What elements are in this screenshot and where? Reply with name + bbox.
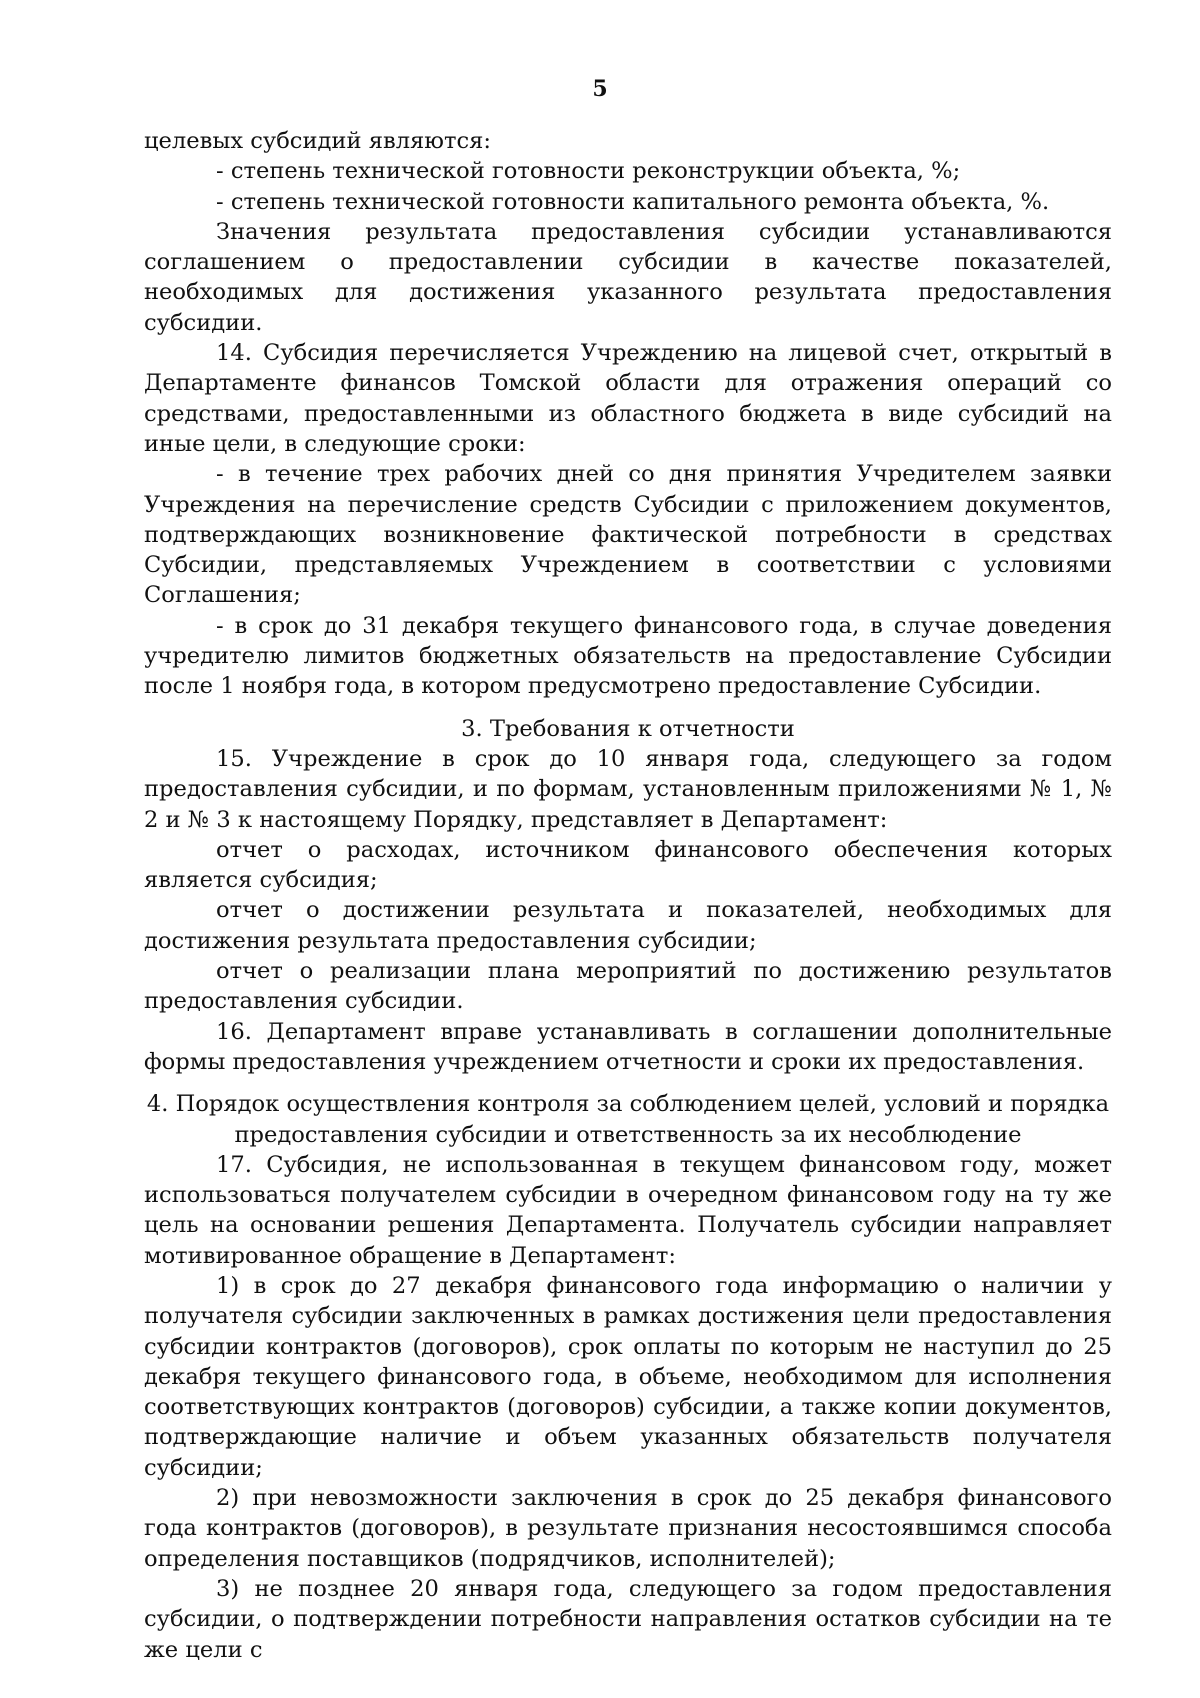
paragraph: - в течение трех рабочих дней со дня принятия Учредителем заявки Учреждения на перечисление средств Субсидии с приложением документов, подтверждающих возникновение фактической потребности в средствах Субсидии, представляемых Учреждением в соответствии с условиями Соглашения; (144, 461, 1112, 609)
document-body (144, 126, 1112, 1665)
page-number: 5 (592, 76, 608, 102)
section-heading-line2: предоставления субсидии и ответственность за их несоблюдение (234, 1121, 1022, 1148)
paragraph: Значения результата предоставления субсидии устанавливаются соглашением о предоставлении субсидии в качестве показателей, необходимых для достижения указанного результата предоставления субсидии. (144, 218, 1112, 336)
section-heading: 3. Требования к отчетности (461, 715, 795, 742)
paragraph: 3) не позднее 20 января года, следующего за годом предоставления субсидии, о подтверждении потребности направления остатков субсидии на те же цели с (144, 1575, 1112, 1663)
paragraph: - степень технической готовности реконструкции объекта, %; (216, 158, 961, 185)
paragraph: 2) при невозможности заключения в срок до 25 декабря финансового года контрактов (договоров), в результате признания несостоявшимся способа определения поставщиков (подрядчиков, исполнителей); (144, 1485, 1112, 1572)
paragraph: 16. Департамент вправе устанавливать в соглашении дополнительные формы предоставления учреждением отчетности и сроки их предоставления. (144, 1018, 1112, 1075)
paragraph: - степень технической готовности капитального ремонта объекта, %. (216, 188, 1050, 215)
paragraph: отчет о достижении результата и показателей, необходимых для достижения результата предоставления субсидии; (144, 897, 1112, 954)
paragraph: 1) в срок до 27 декабря финансового года информацию о наличии у получателя субсидии заключенных в рамках достижения цели предоставления субсидии контрактов (договоров), срок оплаты по которым не наступил до 25 декабря текущего финансового года, в объеме, необходимом для исполнения соответствующих контрактов (договоров) субсидии, а также копии документов, подтверждающие наличие и объем указанных обязательств получателя субсидии; (144, 1272, 1112, 1481)
paragraph: отчет о реализации плана мероприятий по достижению результатов предоставления субсидии. (144, 958, 1112, 1015)
section-heading: 4. Порядок осуществления контроля за соблюдением целей, условий и порядка (146, 1091, 1110, 1118)
paragraph: целевых субсидий являются: (144, 128, 491, 154)
paragraph: 17. Субсидия, не использованная в текущем финансовом году, может использоваться получателем субсидии в очередном финансовом году на ту же цель на основании решения Департамента. Получатель субсидии направляет мотивированное обращение в Департамент: (144, 1151, 1112, 1269)
paragraph: 14. Субсидия перечисляется Учреждению на лицевой счет, открытый в Департаменте финансов Томской области для отражения операций со средствами, предоставленными из областного бюджета в виде субсидий на иные цели, в следующие сроки: (144, 340, 1112, 457)
paragraph: отчет о расходах, источником финансового обеспечения которых является субсидия; (144, 836, 1112, 894)
paragraph: - в срок до 31 декабря текущего финансового года, в случае доведения учредителю лимитов бюджетных обязательств на предоставление Субсидии после 1 ноября года, в котором предусмотрено предоставление Субсидии. (144, 612, 1112, 700)
paragraph: 15. Учреждение в срок до 10 января года, следующего за годом предоставления субсидии, и по формам, установленным приложениями № 1, № 2 и № 3 к настоящему Порядку, представляет в Департамент: (144, 745, 1112, 833)
